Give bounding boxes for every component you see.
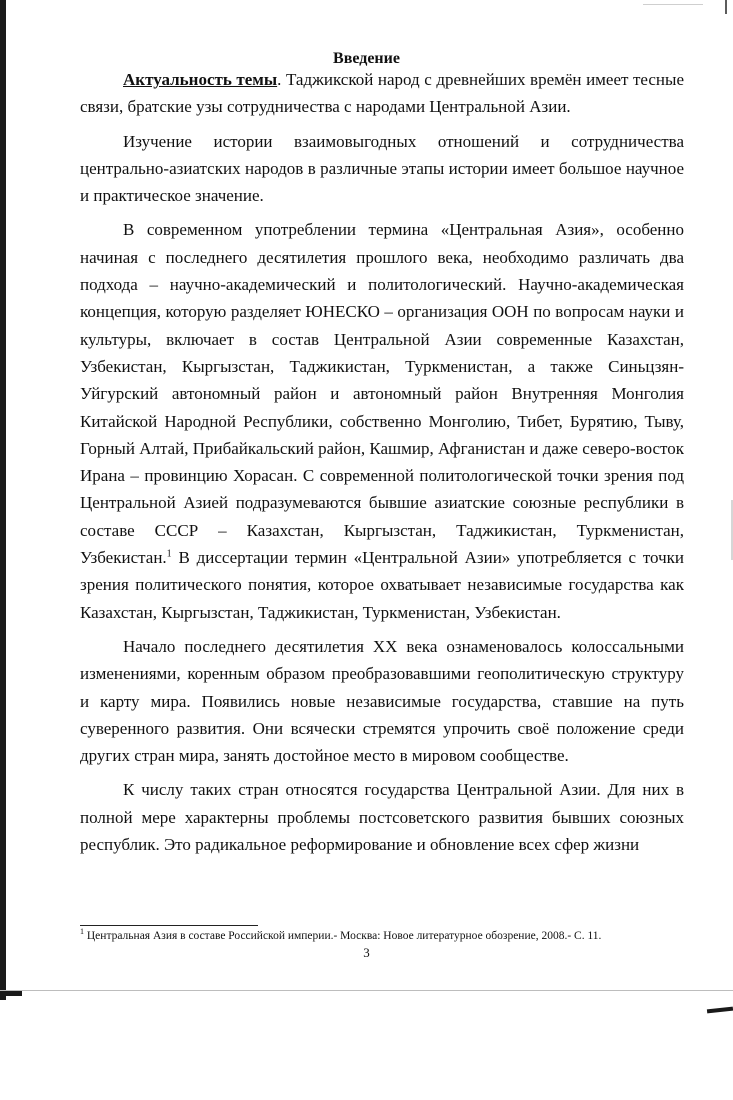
page-title: Введение [333, 50, 400, 67]
footnote-text: Центральная Азия в составе Российской империи.- Москва: Новое литературное обозрение, 2008.- С. 11. [86, 930, 602, 942]
paragraph: Начало последнего десятилетия XX века ознаменовалось колоссальными изменениями, коренным образом преобразовавшими геополитическую структуру и карту мира. Появились новые независимые государства, ставшие на путь суверенного развития. Они всячески стремятся упрочить своё положение среди других стран мира, занять достойное место в мировом сообществе. [80, 636, 684, 766]
paragraph: К числу таких стран относятся государства Центральной Азии. Для них в полной мере характерны проблемы постсоветского развития бывших союзных республик. Это радикальное реформирование и обновление всех сфер жизни [80, 780, 684, 855]
scan-edge-mark [725, 0, 727, 14]
paragraph-text: В современном употреблении термина «Центральная Азия», особенно начиная с последнего десятилетия прошлого века, необходимо различать два подхода – научно-академический и политологический. Научно-академическая концепция, которую разделяет ЮНЕСКО – организация ООН по вопросам науки и культуры, включает в состав Центральной Азии современные Казахстан, Узбекистан, Кыргызстан, Таджикистан, Туркменистан, а также Синьцзян-Уйгурский автономный район и автономный район Внутренняя Монголия Китайской Народной Республики, собственно Монголию, Тибет, Бурятию, Тыву, Горный Алтай, Прибайкальский район, Кашмир, Афганистан и даже северо-восток Ирана – провинцию Хорасан. С современной политологической точки зрения под Центральной Азией подразумеваются бывшие азиатские союзные республики в составе СССР – Казахстан, Кыргызстан, Таджикистан, Туркменистан, Узбекистан. [80, 220, 685, 568]
scan-edge-bottom [0, 990, 733, 991]
paragraph-text: Таджикской народ с древнейших времён имеет тесные связи, братские узы сотрудничества с народами Центральной Азии. [80, 70, 684, 117]
footnote-divider [80, 925, 258, 926]
paragraph: Изучение истории взаимовыгодных отношений и сотрудничества центрально-азиатских народов в различные этапы истории имеет большое научное и практическое значение. [80, 131, 684, 206]
scan-edge-left [0, 0, 6, 1000]
section-lead: Актуальность темы [123, 70, 278, 89]
scan-edge-mark [643, 4, 703, 5]
paragraph [80, 216, 684, 625]
footnote-marker: 1 [80, 927, 84, 937]
page-number: 3 [363, 945, 370, 960]
scan-edge-mark [707, 1007, 733, 1014]
paragraph-text: В диссертации термин «Центральной Азии» употребляется с точки зрения политического понятия, которое охватывает независимые государства как Казахстан, Кыргызстан, Таджикистан, Туркменистан, Узбекистан. [80, 548, 684, 622]
paragraph: Актуальность темы. Таджикской народ с древнейших времён имеет тесные связи, братские узы сотрудничества с народами Центральной Азии. [80, 70, 684, 117]
footnote-reference[interactable]: 1 [166, 548, 172, 560]
footnote [80, 929, 700, 943]
document-body [80, 66, 684, 858]
